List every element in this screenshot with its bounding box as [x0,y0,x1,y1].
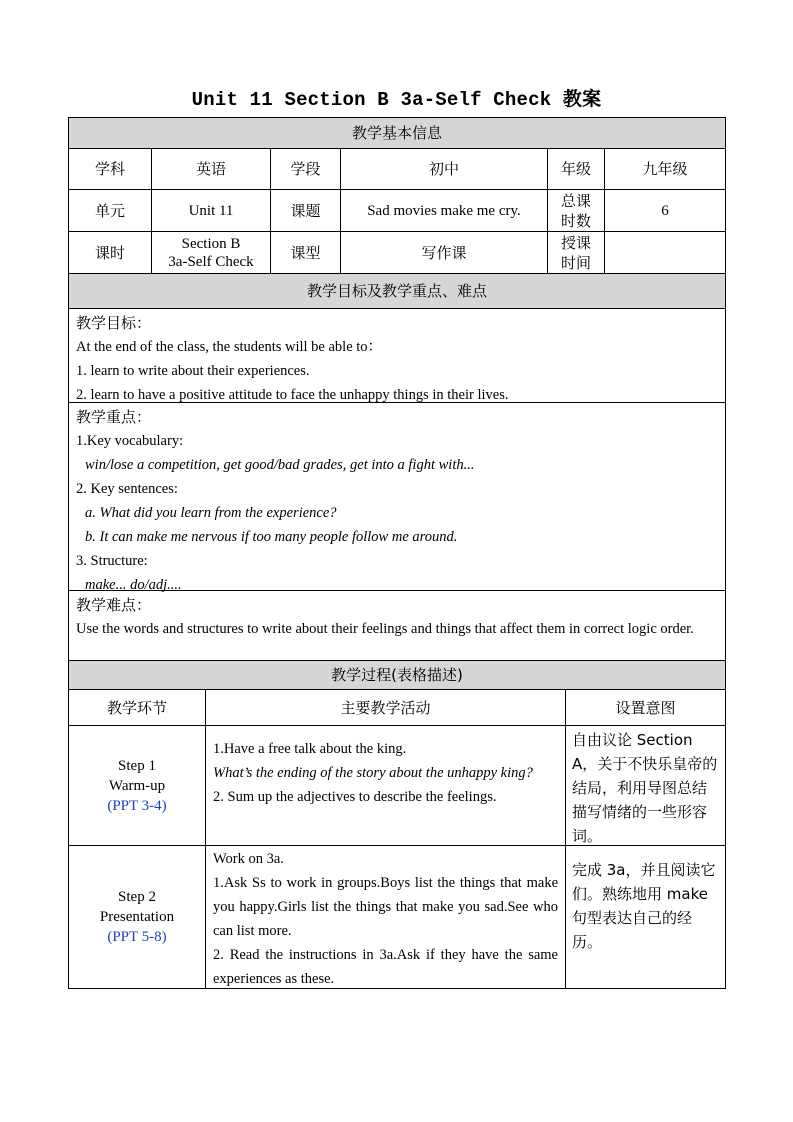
teaching-goals [68,308,726,403]
key-points-label: 教学重点： [76,408,152,426]
period-value-line1: Section B [181,235,241,252]
stage-label: 学段 [270,148,341,190]
goals-line: 1. learn to write about their experiences. [76,363,310,379]
key-sentences-label: 2. Key sentences: [76,481,178,497]
document-title: Unit 11 Section B 3a-Self Check 教案 [191,89,602,111]
teaching-difficult-points [68,590,726,661]
period-label: 课时 [68,231,152,274]
step1-ppt: (PPT 3-4) [107,797,167,814]
key-vocab: win/lose a competition, get good/bad grades, get into a fight with... [85,457,475,473]
step1-name: Warm-up [108,777,166,794]
teaching-key-points [68,402,726,591]
step2-activity-line: Work on 3a. [213,851,284,867]
objectives-header: 教学目标及教学重点、难点 [68,273,726,309]
grade-value: 九年级 [604,148,726,190]
grade-label: 年级 [547,148,605,190]
total-periods-label-line2: 时数 [560,211,591,230]
step2-name: Presentation [99,909,175,925]
structure: make... do/adj.... [85,577,182,593]
step1-activity-line: 1.Have a free talk about the king. [213,741,407,757]
total-periods-label [547,189,605,232]
col-stage-header: 教学环节 [68,689,206,726]
step2-activity-line: 1.Ask Ss to work in groups.Boys list the things that make you happy.Girls list the things that make you sad.See who can list more. [213,875,558,939]
step2-intent: 完成 3a，并且阅读它们。熟练地用 make 句型表达自己的经历。 [565,845,726,989]
col-activity-header: 主要教学活动 [205,689,566,726]
unit-label: 单元 [68,189,152,232]
step2-activity-line: 2. Read the instructions in 3a.Ask if they have the same experiences as these. [213,947,558,987]
topic-label: 课题 [270,189,341,232]
basic-info-header: 教学基本信息 [68,117,726,149]
step1-number: Step 1 [118,757,156,774]
lesson-time-label [547,231,605,274]
subject-value: 英语 [151,148,271,190]
unit-value: Unit 11 [151,189,271,232]
goals-line: 2. learn to have a positive attitude to face the unhappy things in their lives. [76,387,509,403]
difficult-label: 教学难点： [76,596,152,614]
goals-line: At the end of the class, the students will be able to： [76,339,383,355]
step2-stage [68,845,206,989]
step2-activities [205,845,566,989]
goals-label: 教学目标： [76,314,152,332]
step2-number: Step 2 [118,889,156,905]
topic-value: Sad movies make me cry. [340,189,548,232]
structure-label: 3. Structure: [76,553,148,569]
key-vocab-label: 1.Key vocabulary: [76,433,184,449]
step2-ppt: (PPT 5-8) [107,929,167,945]
col-intent-header: 设置意图 [565,689,726,726]
lesson-time-value [604,231,726,274]
stage-value: 初中 [340,148,548,190]
period-value [151,231,271,274]
key-sentence-a: a. What did you learn from the experience? [85,505,337,521]
step1-activity-italic: What’s the ending of the story about the unhappy king? [213,765,533,781]
step1-activity-line: 2. Sum up the adjectives to describe the feelings. [213,789,497,805]
lesson-time-label-line2: 时间 [560,253,591,272]
difficult-text: Use the words and structures to write about their feelings and things that affect them in correct logic order. [76,621,694,637]
step1-stage [68,725,206,846]
step1-intent: 自由议论 Section A，关于不快乐皇帝的结局，利用导图总结描写情绪的一些形容词。 [565,725,726,846]
total-periods-value: 6 [604,189,726,232]
lesson-type-label: 课型 [270,231,341,274]
period-value-line2: 3a-Self Check [168,253,254,270]
lesson-type-value: 写作课 [340,231,548,274]
total-periods-label-line1: 总课 [560,191,591,210]
lesson-time-label-line1: 授课 [560,233,591,252]
step1-activities [205,725,566,846]
key-sentence-b: b. It can make me nervous if too many people follow me around. [85,529,458,545]
process-header: 教学过程(表格描述) [68,660,726,690]
subject-label: 学科 [68,148,152,190]
